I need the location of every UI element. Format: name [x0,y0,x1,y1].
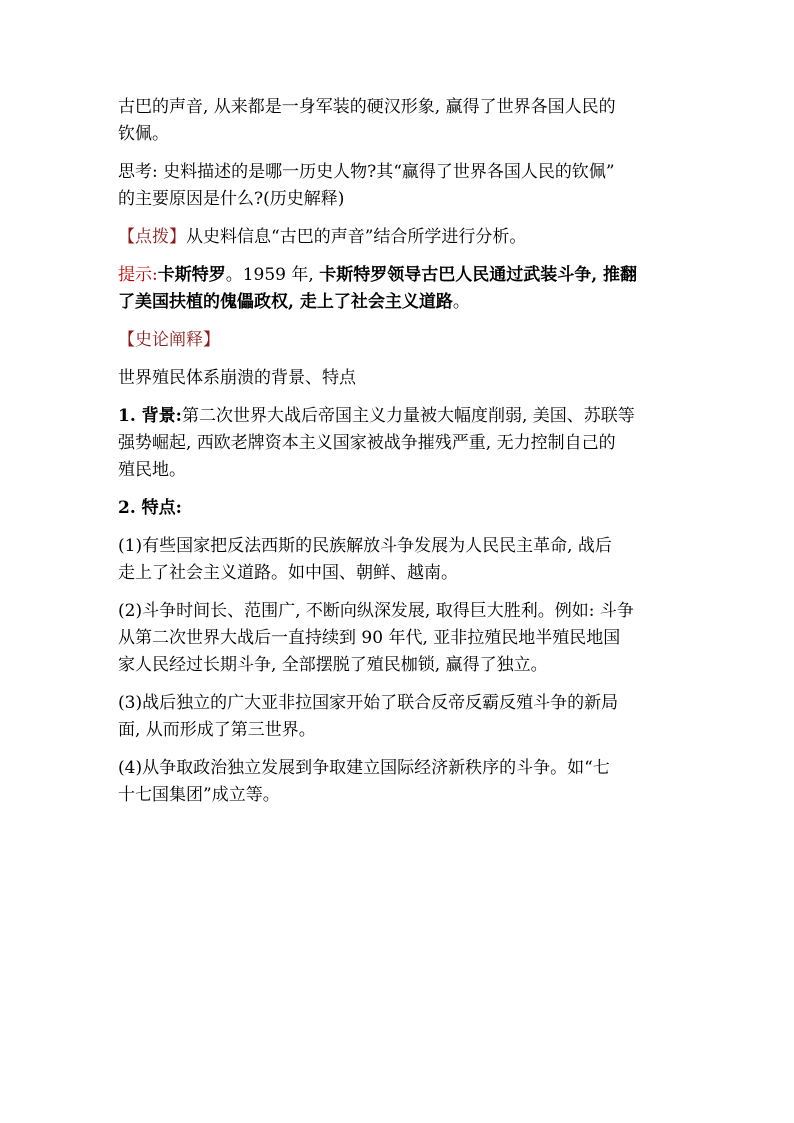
feature-3-line-2: 面, 从而形成了第三世界。 [118,720,316,740]
section-title: 世界殖民体系崩溃的背景、特点 [118,368,356,388]
feature-item-3 [118,690,678,744]
tip-line-2-end: 。 [452,292,470,312]
feature-1-line-2: 走上了社会主义道路。如中国、朝鲜、越南。 [118,563,458,583]
tip-line-2-bold: 了美国扶植的傀儡政权, 走上了社会主义道路 [118,292,453,312]
question-line-2: 的主要原因是什么?(历史解释) [118,189,345,209]
feature-item-4 [118,755,678,809]
feature-4-line-1: (4)从争取政治独立发展到争取建立国际经济新秩序的斗争。如“七 [118,758,610,778]
feature-1-line-1: (1)有些国家把反法西斯的民族解放斗争发展为人民民主革命, 战后 [118,536,612,556]
hint-text: 从史料信息“古巴的声音”结合所学进行分析。 [186,227,527,247]
intro-line-1: 古巴的声音, 从来都是一身军装的硬汉形象, 赢得了世界各国人民的 [118,97,616,117]
tip-paragraph [118,262,678,316]
background-label: 1. 背景: [118,406,182,426]
intro-paragraph [118,94,678,148]
background-line-2: 强势崛起, 西欧老牌资本主义国家被战争摧残严重, 无力控制自己的 [118,433,616,453]
section-tag: 【史论阐释】 [118,330,220,350]
background-line-3: 殖民地。 [118,460,186,480]
features-label-paragraph [118,495,678,522]
background-line-1: 第二次世界大战后帝国主义力量被大幅度削弱, 美国、苏联等 [181,406,635,426]
document-page [118,94,678,820]
feature-4-line-2: 十七国集团”成立等。 [118,785,280,805]
question-line-1: 思考: 史料描述的是哪一历史人物?其“赢得了世界各国人民的钦佩” [118,162,615,182]
intro-line-2: 钦佩。 [118,124,169,144]
feature-item-2 [118,598,678,679]
hint-tag: 【点拨】 [118,227,186,247]
tip-label: 提示: [118,265,158,285]
feature-3-line-1: (3)战后独立的广大亚非拉国家开始了联合反帝反霸反殖斗争的新局 [118,693,619,713]
tip-line-1-bold: 卡斯特罗领导古巴人民通过武装斗争, 推翻 [319,265,638,285]
tip-year: 。1959 年, [225,265,320,285]
feature-2-line-3: 家人民经过长期斗争, 全部摆脱了殖民枷锁, 赢得了独立。 [118,655,548,675]
background-paragraph [118,403,678,484]
hint-paragraph [118,224,678,251]
features-label: 2. 特点: [118,498,182,518]
question-paragraph [118,159,678,213]
feature-item-1 [118,533,678,587]
feature-2-line-2: 从第二次世界大战后一直持续到 90 年代, 亚非拉殖民地半殖民地国 [118,628,621,648]
section-title-paragraph [118,365,678,392]
feature-2-line-1: (2)斗争时间长、范围广, 不断向纵深发展, 取得巨大胜利。例如: 斗争 [118,601,634,621]
tip-answer-name: 卡斯特罗 [157,265,226,285]
section-tag-paragraph [118,327,678,354]
